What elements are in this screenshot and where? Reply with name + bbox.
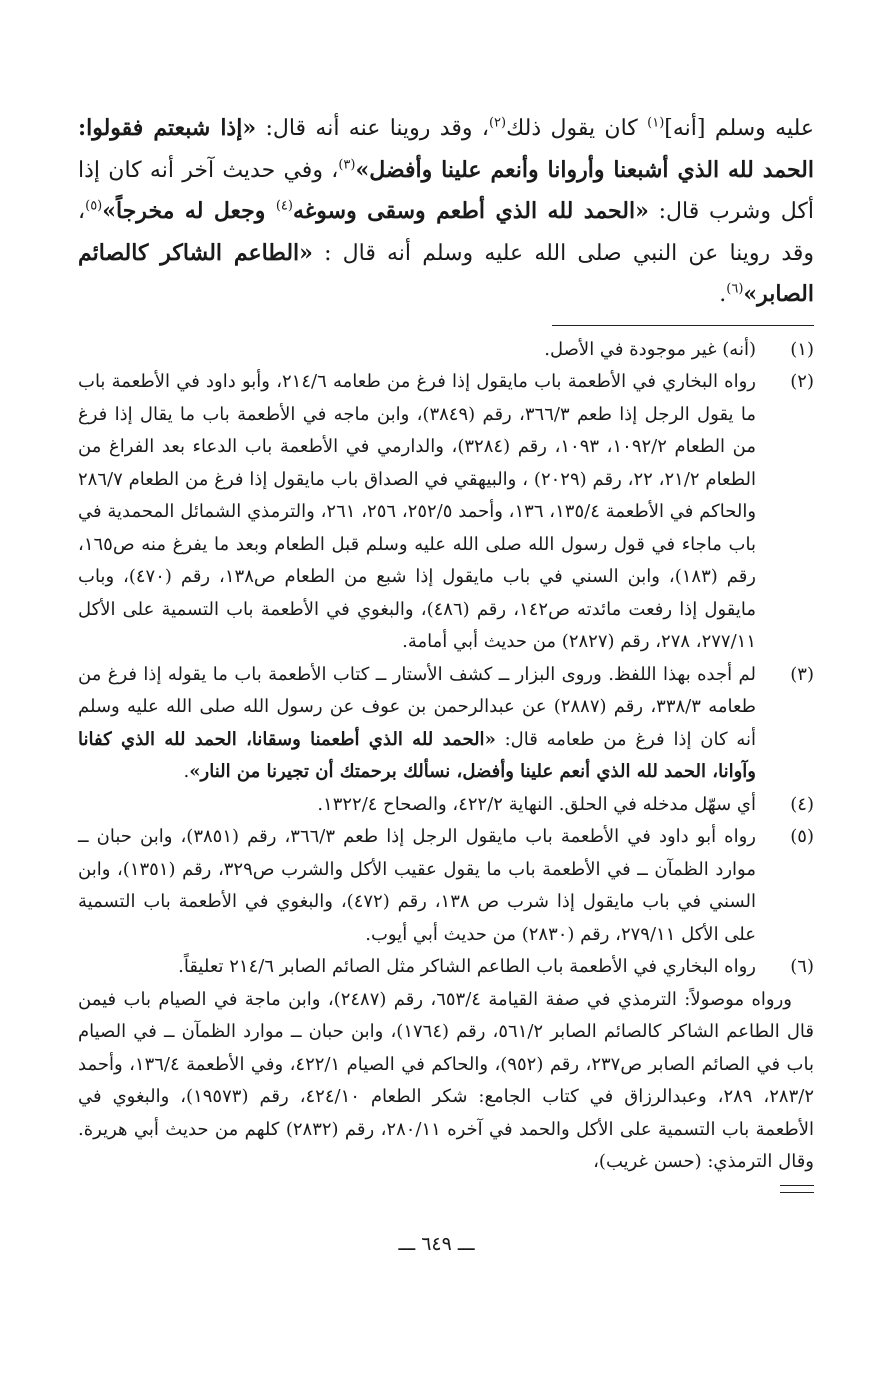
footnote-continuation: ورواه موصولاً: الترمذي في صفة القيامة ٦٥٣/٤، رقم (٢٤٨٧)، وابن ماجة في الصيام باب فيمن قال الطاعم الشاكر كالصائم الصابر ٥٦١/٢، رقم (١٧٦٤)، وابن حبان ــ موارد الظمآن ــ في الصيام باب في الصائم الصابر ص٢٣٧، رقم (٩٥٢)، والحاكم في الصيام ٤٢٢/١، وفي الأطعمة ١٣٦/٤، وأحمد ٢٨٣/٢، ٢٨٩، وعبدالرزاق في كتاب الجامع: شكر الطعام ٤٢٤/١٠، رقم (١٩٥٧٣)، والبغوي في الأطعمة باب التسمية على الأكل والحمد في آخره ٢٨٠/١١، رقم (٢٨٣٢) كلهم من حديث أبي هريرة. وقال الترمذي: (حسن غريب)، bbox=[78, 988, 814, 1172]
hadith-quote: «الطاعم الشاكر كالصائم الصابر» bbox=[78, 239, 814, 307]
hadith-quote: «إذا شبعتم فقولوا: الحمد لله الذي أشبعنا وأروانا وأنعم علينا وأفضل» bbox=[78, 115, 814, 183]
main-text bbox=[78, 108, 814, 316]
main-text-segment: . bbox=[719, 282, 727, 307]
footnote-text: (أنه) غير موجودة في الأصل. bbox=[544, 338, 756, 360]
continuation-mark bbox=[780, 1185, 814, 1193]
footnote-text-wrap bbox=[78, 659, 756, 789]
footnote-number: (٦) bbox=[790, 956, 814, 977]
footnote bbox=[78, 821, 814, 951]
footnote-number: (١) bbox=[790, 338, 814, 360]
footnote-ref[interactable]: (٢) bbox=[488, 115, 507, 131]
footnote-text: أي سهّل مدخله في الحلق. النهاية ٤٢٢/٢، والصحاح ١٣٢٢/٤. bbox=[317, 793, 756, 815]
footnote bbox=[78, 951, 814, 984]
main-text-segment: ، وقد روينا عن النبي صلى الله عليه وسلم أنه قال : bbox=[78, 199, 815, 266]
footnote-divider bbox=[552, 325, 814, 326]
footnote-number: (٢) bbox=[790, 371, 814, 392]
footnote-text: لم أجده بهذا اللفظ. وروى البزار ــ كشف الأستار ــ كتاب الأطعمة باب ما يقوله إذا فرغ من طعامه ٣٣٨/٣، رقم (٢٨٨٧) عن عبدالرحمن بن عوف عن رسول الله صلى الله عليه وسلم أنه كان إذا فرغ من طعامه قال: bbox=[78, 663, 756, 750]
footnote-ref[interactable]: (٦) bbox=[726, 281, 744, 297]
footnote-ref[interactable]: (٥) bbox=[85, 198, 103, 214]
page-number: ـــ ٦٤٩ ـــ bbox=[398, 1233, 475, 1255]
page-body bbox=[78, 108, 814, 1193]
footnote bbox=[78, 334, 814, 367]
footnote bbox=[78, 366, 814, 659]
footnote-ref[interactable]: (١) bbox=[647, 115, 665, 131]
main-text-segment: كان يقول ذلك bbox=[506, 116, 648, 141]
main-text-segment: ، وقد روينا عنه أنه قال: bbox=[256, 116, 489, 141]
footnote bbox=[78, 789, 814, 822]
main-text-segment: عليه وسلم [أنه] bbox=[664, 116, 814, 141]
footnotes bbox=[78, 334, 814, 1193]
footnote-number: (٥) bbox=[790, 826, 814, 847]
footnote-number: (٤) bbox=[790, 793, 814, 815]
footnote-text: رواه البخاري في الأطعمة باب مايقول إذا فرغ من طعامه ٢١٤/٦، وأبو داود في الأطعمة باب ما يقول الرجل إذا طعم ٣٦٦/٣، رقم (٣٨٤٩)، وابن ماجه في الأطعمة باب ما يقال إذا فرغ من الطعام ١٠٩٢/٢، ١٠٩٣، رقم (٣٢٨٤)، والدارمي في الأطعمة باب الدعاء بعد الفراغ من الطعام ٢١/٢، ٢٢، رقم (٢٠٢٩) ، والبيهقي في الصداق باب مايقول إذا فرغ من الطعام ٢٨٦/٧ والحاكم في الأطعمة ١٣٥/٤، ١٣٦، وأحمد ٢٥٢/٥، ٢٥٦، ٢٦١، والترمذي الشمائل المحمدية في باب ماجاء في قول رسول الله صلى الله عليه وسلم قبل الطعام وبعد ما يفرغ منه ص١٦٥، رقم (١٨٣)، وابن السني في باب مايقول إذا شبع من الطعام ص١٣٨، رقم (٤٧٠)، وباب مايقول إذا رفعت مائدته ص١٤٢، رقم (٤٨٦)، والبغوي في الأطعمة باب التسمية على الأكل ٢٧٧/١١، ٢٧٨، رقم (٢٨٢٧) من حديث أبي أمامة. bbox=[78, 371, 757, 652]
footnote-quote: «الحمد لله الذي أطعمنا وسقانا، الحمد لله الذي كفانا وآوانا، الحمد لله الذي أنعم علينا وأفضل، نسألك برحمتك أن تجيرنا من النار» bbox=[78, 728, 756, 782]
hadith-quote: وجعل له مخرجاً» bbox=[102, 198, 276, 224]
footnote-number: (٣) bbox=[790, 663, 814, 685]
footnote-text: رواه البخاري في الأطعمة باب الطاعم الشاكر مثل الصائم الصابر ٢١٤/٦ تعليقاً. bbox=[178, 956, 756, 977]
footnote-text-end: . bbox=[183, 761, 190, 782]
footnote-ref[interactable]: (٣) bbox=[338, 157, 356, 173]
main-text-segment: ، وفي حديث آخر أنه كان إذا أكل وشرب قال: bbox=[78, 157, 814, 224]
footnote bbox=[78, 659, 814, 789]
footnote-text: رواه أبو داود في الأطعمة باب مايقول الرجل إذا طعم ٣٦٦/٣، رقم (٣٨٥١)، وابن حبان ــ موارد الظمآن ــ في الأطعمة باب ما يقول عقيب الأكل والشرب ص٣٢٩، رقم (١٣٥١)، وابن السني في باب مايقول إذا شرب ص ١٣٨، رقم (٤٧٢)، والبغوي في الأطعمة باب التسمية على الأكل ٢٧٩/١١، رقم (٢٨٣٠) من حديث أبي أيوب. bbox=[78, 826, 756, 945]
footnote-ref[interactable]: (٤) bbox=[275, 198, 293, 214]
hadith-quote: «الحمد لله الذي أطعم وسقى وسوغه bbox=[292, 198, 649, 224]
